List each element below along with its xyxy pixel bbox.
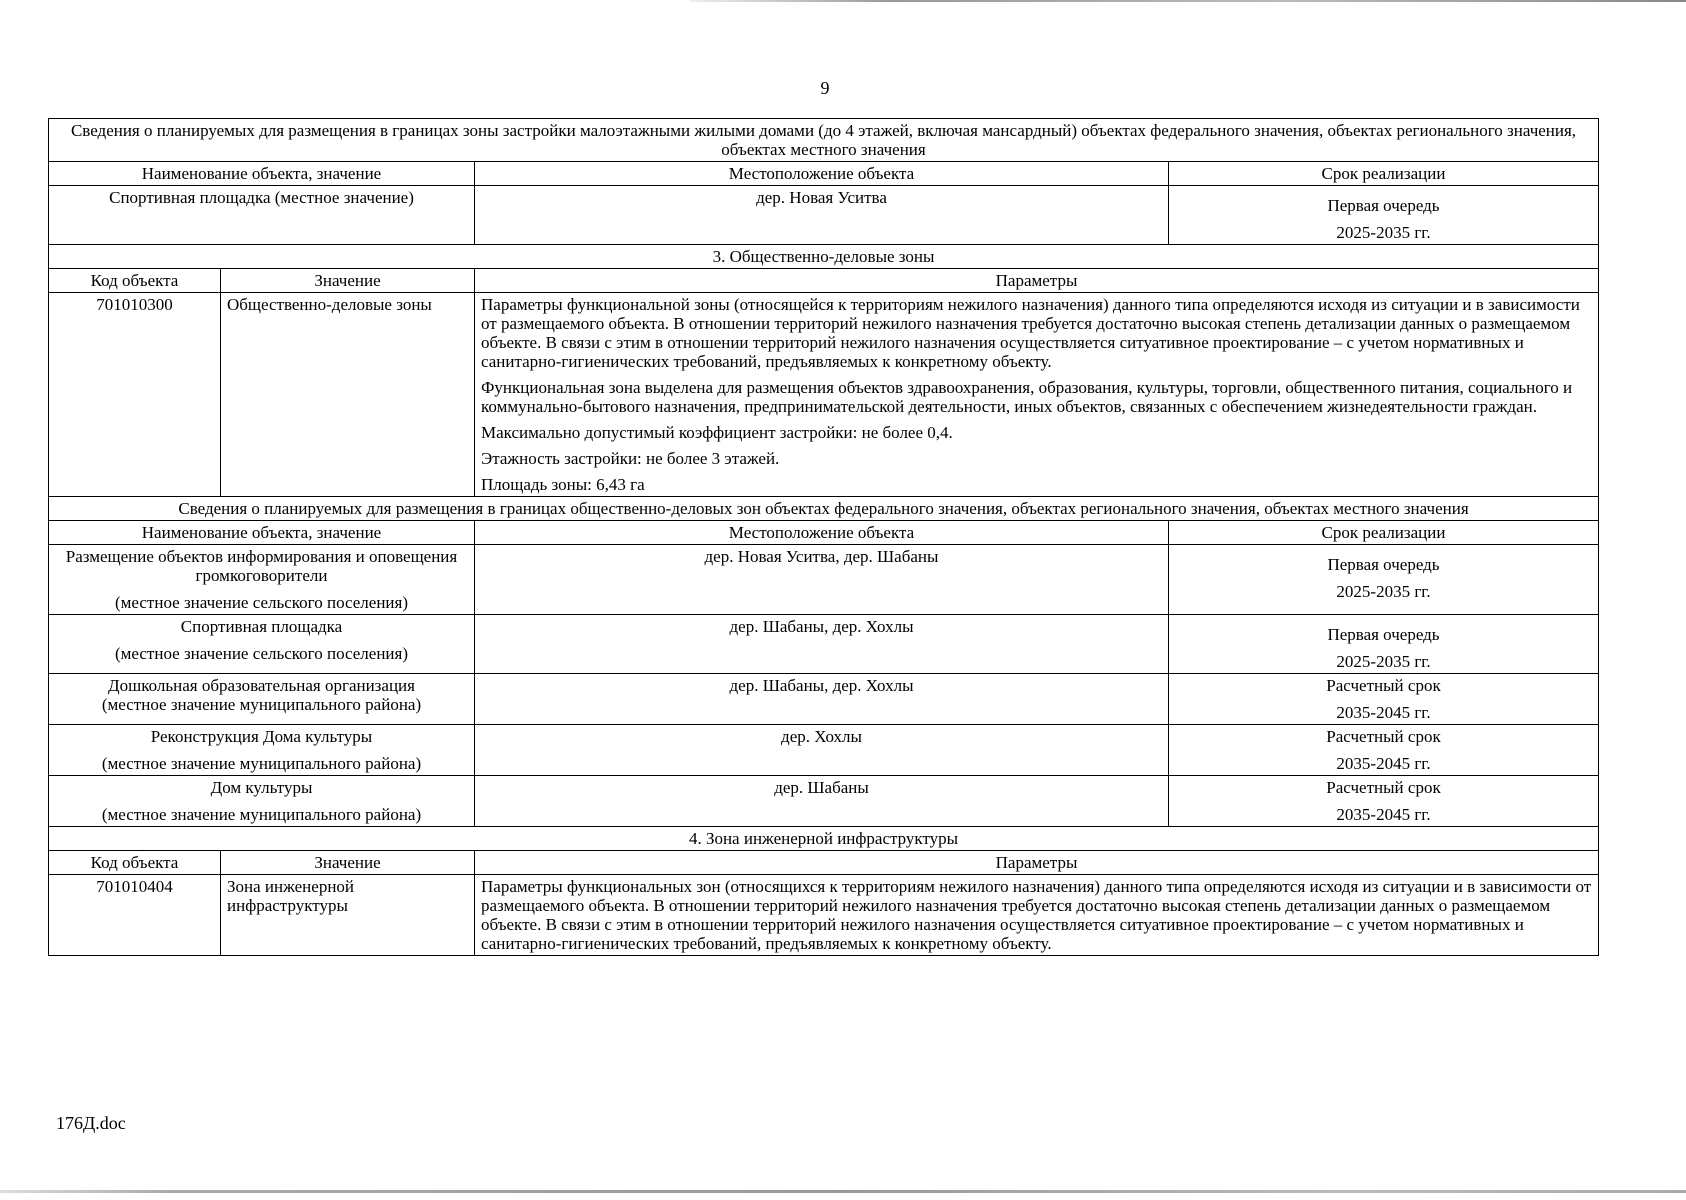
param-text: Максимально допустимый коэффициент застройки: не более 0,4. bbox=[481, 423, 953, 442]
table-row bbox=[49, 545, 1599, 615]
section4-code: 701010404 bbox=[49, 875, 221, 956]
section3-header-value: Значение bbox=[221, 269, 475, 293]
document-filename: 176Д.doc bbox=[56, 1113, 126, 1133]
term-stage: Первая очередь bbox=[1327, 555, 1440, 574]
param-text: Этажность застройки: не более 3 этажей. bbox=[481, 449, 780, 468]
object-name bbox=[49, 674, 475, 725]
term-stage: Расчетный срок bbox=[1326, 727, 1441, 746]
block1-header-location: Местоположение объекта bbox=[475, 162, 1169, 186]
scan-edge-top bbox=[690, 0, 1686, 2]
object-significance: (местное значение муниципального района) bbox=[101, 754, 422, 773]
param-text: Параметры функциональных зон (относящихся к территориям нежилого назначения) данного типа определяются исходя из ситуации и в зависимости от размещаемого объекта. В отношении территорий нежилого назначения требуется достаточно высокая степень детализации данных о размещаемом объекте. В связи с этим в отношении территорий нежилого назначения осуществляется ситуативное проектирование – с учетом нормативных и санитарно-гигиенических требований, предъявляемых к конкретному объекту. bbox=[481, 877, 1592, 953]
term-stage: Расчетный срок bbox=[1326, 778, 1441, 797]
object-title: Спортивная площадка bbox=[180, 617, 343, 636]
object-location: дер. Шабаны bbox=[475, 776, 1169, 827]
table-row bbox=[49, 725, 1599, 776]
term-years: 2035-2045 гг. bbox=[1336, 703, 1431, 722]
section3-header-row bbox=[49, 269, 1599, 293]
block1-header-term: Срок реализации bbox=[1169, 162, 1599, 186]
section3-value: Общественно-деловые зоны bbox=[221, 293, 475, 497]
section3-header-params: Параметры bbox=[475, 269, 1599, 293]
section4-params bbox=[475, 875, 1599, 956]
page-number: 9 bbox=[820, 78, 830, 98]
object-title: Дом культуры bbox=[210, 778, 313, 797]
object-location: дер. Хохлы bbox=[475, 725, 1169, 776]
block1-row-name: Спортивная площадка (местное значение) bbox=[49, 186, 475, 245]
term-stage: Первая очередь bbox=[1327, 625, 1440, 644]
object-name bbox=[49, 725, 475, 776]
param-text: Функциональная зона выделена для размещения объектов здравоохранения, образования, культуры, торговли, общественного питания, социального и коммунально-бытового назначения, предпринимательской деятельности, иных объектов, связанных с обеспечением жизнедеятельности граждан. bbox=[481, 378, 1573, 416]
object-location: дер. Шабаны, дер. Хохлы bbox=[475, 674, 1169, 725]
block1-title-row bbox=[49, 119, 1599, 162]
block1-row-term bbox=[1169, 186, 1599, 245]
param-text: Площадь зоны: 6,43 га bbox=[481, 475, 645, 494]
object-term bbox=[1169, 725, 1599, 776]
section4-title-row bbox=[49, 827, 1599, 851]
object-term bbox=[1169, 545, 1599, 615]
section3-zone-row bbox=[49, 293, 1599, 497]
object-title: Дошкольная образовательная организация bbox=[108, 676, 415, 695]
block1-row-location: дер. Новая Уситва bbox=[475, 186, 1169, 245]
block2-title: Сведения о планируемых для размещения в границах общественно-деловых зон объектах федерального значения, объектах регионального значения, объектах местного значения bbox=[49, 497, 1599, 521]
object-term bbox=[1169, 674, 1599, 725]
section4-header-row bbox=[49, 851, 1599, 875]
object-name bbox=[49, 545, 475, 615]
section4-header-params: Параметры bbox=[475, 851, 1599, 875]
term-years: 2035-2045 гг. bbox=[1336, 754, 1431, 773]
section4-header-value: Значение bbox=[221, 851, 475, 875]
object-significance: (местное значение сельского поселения) bbox=[114, 593, 409, 612]
section3-title-row bbox=[49, 245, 1599, 269]
planning-table bbox=[48, 118, 1599, 956]
block2-header-name: Наименование объекта, значение bbox=[49, 521, 475, 545]
section4-title: 4. Зона инженерной инфраструктуры bbox=[49, 827, 1599, 851]
block1-row bbox=[49, 186, 1599, 245]
scan-edge-bottom bbox=[0, 1190, 1686, 1193]
object-name bbox=[49, 776, 475, 827]
term-years: 2025-2035 гг. bbox=[1336, 582, 1431, 601]
term-stage: Расчетный срок bbox=[1326, 676, 1441, 695]
param-text: Параметры функциональной зоны (относящейся к территориям нежилого назначения) данного типа определяются исходя из ситуации и в зависимости от размещаемого объекта. В отношении территорий нежилого назначения требуется достаточно высокая степень детализации данных о размещаемом объекте. В связи с этим в отношении территорий нежилого назначения осуществляется ситуативное проектирование – с учетом нормативных и санитарно-гигиенических требований, предъявляемых к конкретному объекту. bbox=[481, 295, 1580, 371]
section4-header-code: Код объекта bbox=[49, 851, 221, 875]
object-significance: (местное значение сельского поселения) bbox=[114, 644, 409, 663]
block1-title: Сведения о планируемых для размещения в границах зоны застройки малоэтажными жилыми домами (до 4 этажей, включая мансардный) объектах федерального значения, объектах регионального значения, объектах местного значения bbox=[49, 119, 1599, 162]
block1-header-row bbox=[49, 162, 1599, 186]
table-row bbox=[49, 776, 1599, 827]
section4-value: Зона инженерной инфраструктуры bbox=[221, 875, 475, 956]
block1-header-name: Наименование объекта, значение bbox=[49, 162, 475, 186]
block2-header-row bbox=[49, 521, 1599, 545]
object-term bbox=[1169, 615, 1599, 674]
section3-header-code: Код объекта bbox=[49, 269, 221, 293]
section3-title: 3. Общественно-деловые зоны bbox=[49, 245, 1599, 269]
object-title: Реконструкция Дома культуры bbox=[150, 727, 373, 746]
object-title: Размещение объектов информирования и оповещения громкоговорители bbox=[65, 547, 458, 585]
object-significance: (местное значение муниципального района) bbox=[101, 805, 422, 824]
term-stage: Первая очередь bbox=[1327, 196, 1440, 215]
object-significance: (местное значение муниципального района) bbox=[101, 695, 422, 714]
block2-title-row bbox=[49, 497, 1599, 521]
term-years: 2025-2035 гг. bbox=[1336, 223, 1431, 242]
term-years: 2035-2045 гг. bbox=[1336, 805, 1431, 824]
block2-header-term: Срок реализации bbox=[1169, 521, 1599, 545]
table-row bbox=[49, 615, 1599, 674]
section3-params bbox=[475, 293, 1599, 497]
object-location: дер. Новая Уситва, дер. Шабаны bbox=[475, 545, 1169, 615]
object-location: дер. Шабаны, дер. Хохлы bbox=[475, 615, 1169, 674]
object-name bbox=[49, 615, 475, 674]
block2-header-location: Местоположение объекта bbox=[475, 521, 1169, 545]
section4-zone-row bbox=[49, 875, 1599, 956]
table-row bbox=[49, 674, 1599, 725]
term-years: 2025-2035 гг. bbox=[1336, 652, 1431, 671]
object-term bbox=[1169, 776, 1599, 827]
section3-code: 701010300 bbox=[49, 293, 221, 497]
